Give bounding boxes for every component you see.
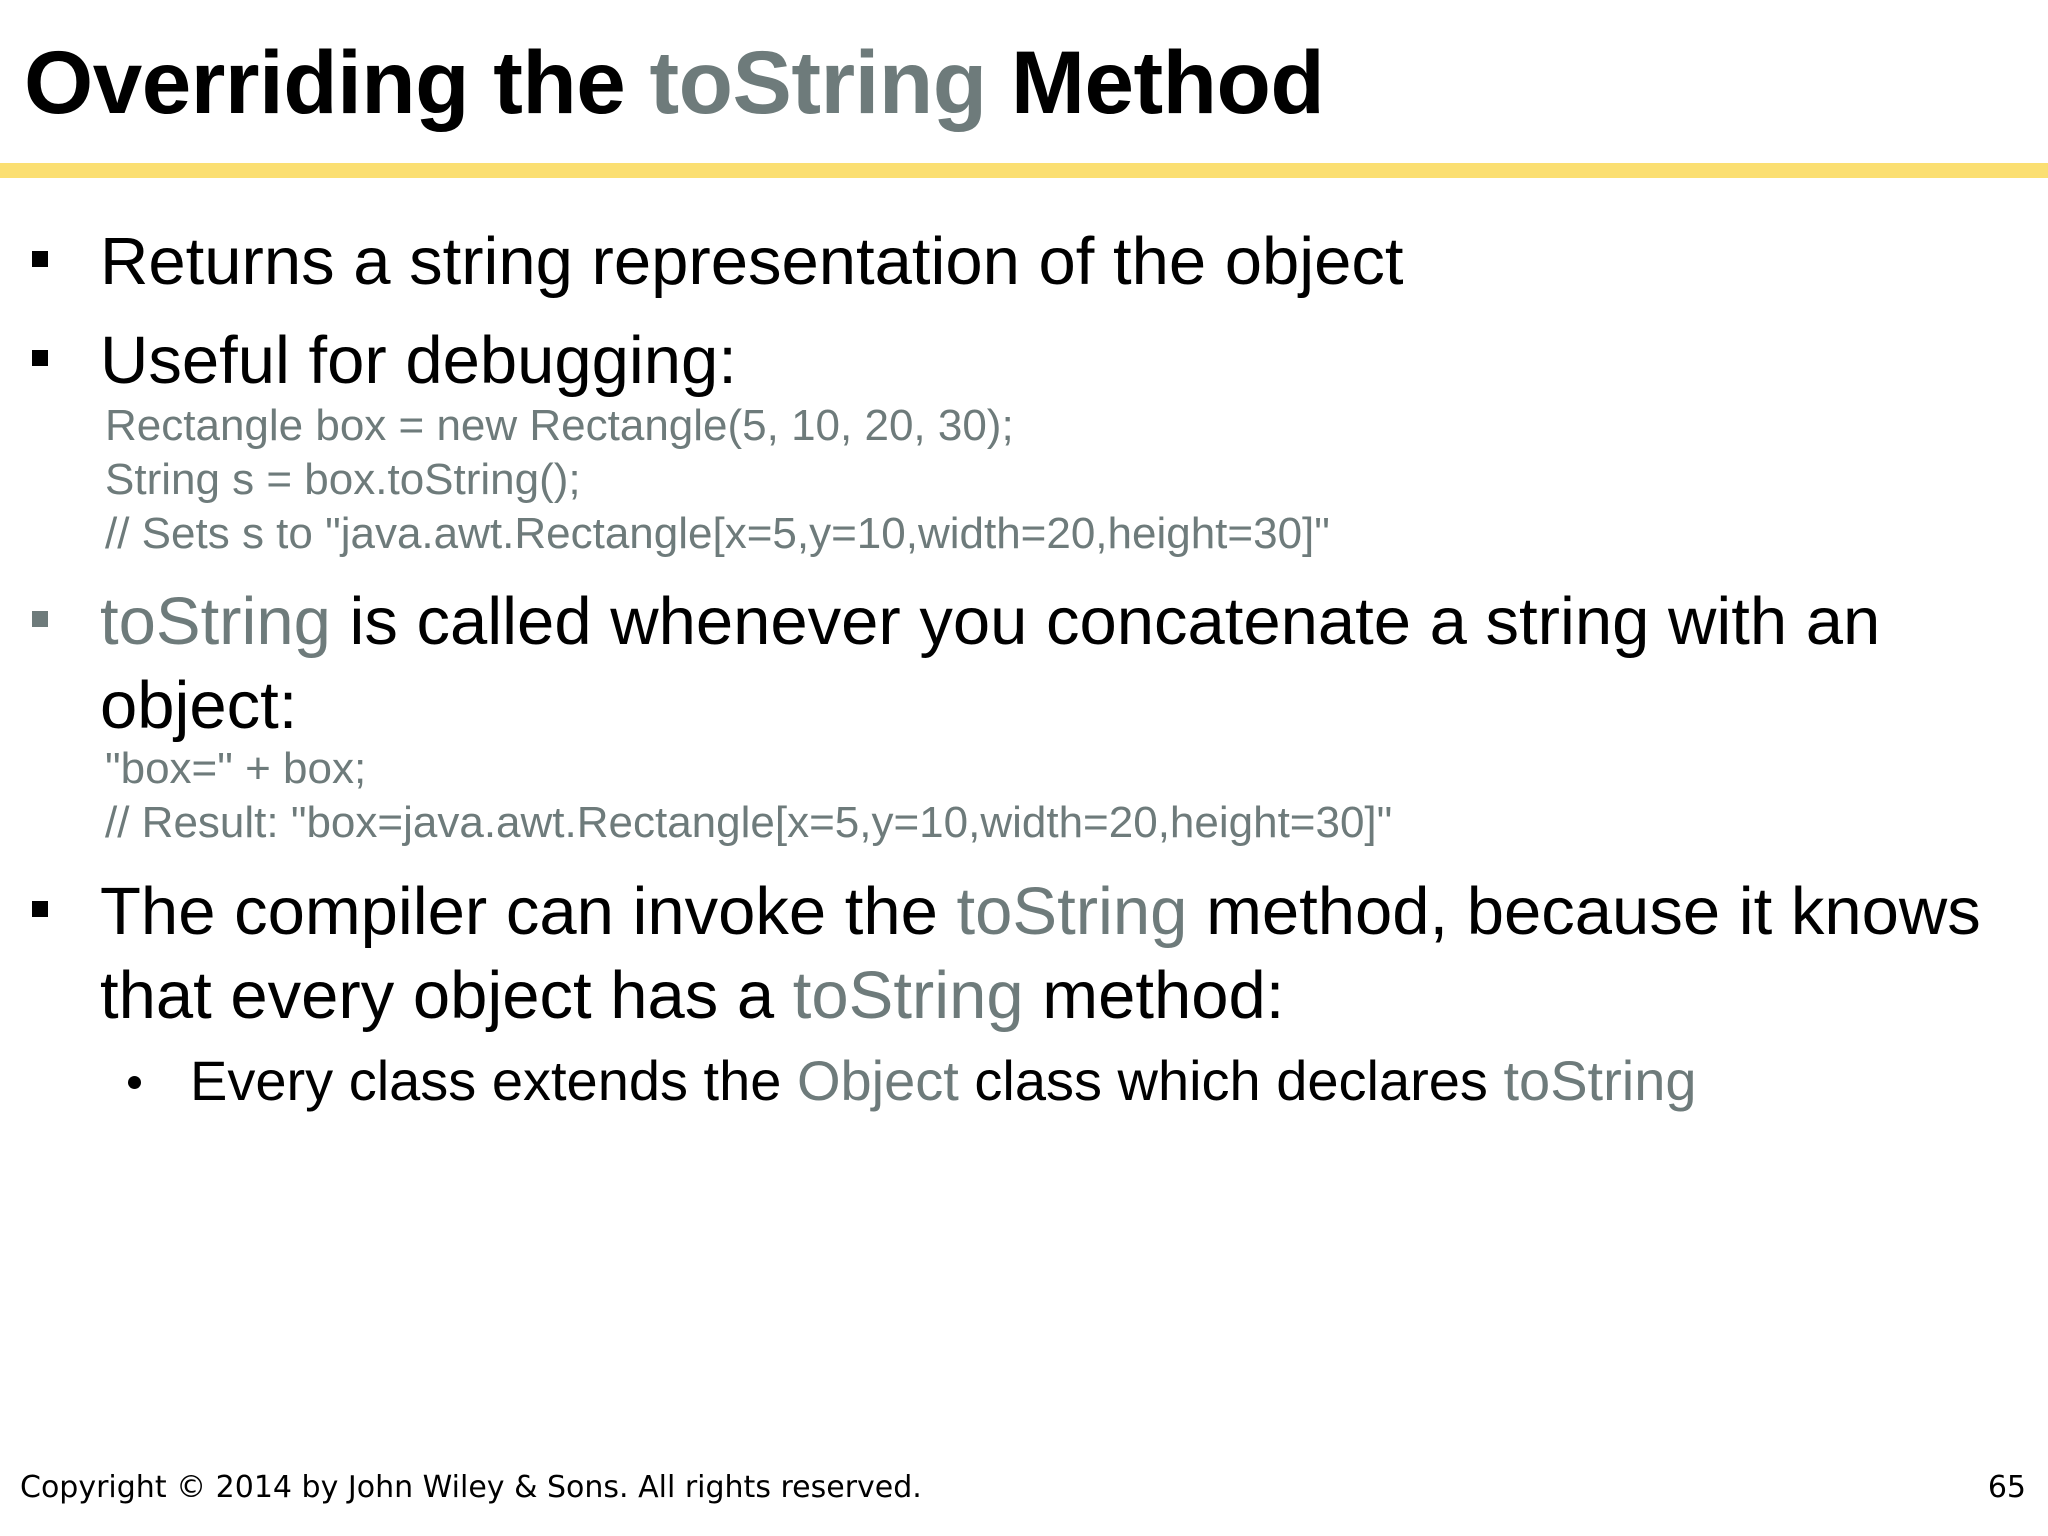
bullet-4-line-2 (100, 954, 2040, 1038)
sub-bullet-b: class which declares (958, 1049, 1504, 1112)
page-number: 65 (1987, 1470, 2026, 1505)
bullet-4-text (100, 870, 2040, 1038)
bullet-3-text (100, 580, 2040, 748)
bullet-4-line-1-b: method, because it knows (1187, 874, 1981, 949)
code-line: "box=" + box; (105, 744, 367, 793)
title-highlight: toString (649, 32, 987, 132)
bullet-4-line-2-b: method: (1023, 958, 1285, 1033)
code-line: // Sets s to "java.awt.Rectangle[x=5,y=10,width=20,height=30]" (105, 509, 1330, 558)
bullet-1-text: Returns a string representation of the object (100, 224, 1404, 299)
title-underline-rule (0, 163, 2048, 178)
bullet-4-line-2-a: that every object has a (100, 958, 793, 1033)
bullet-4-line-1 (100, 870, 2040, 954)
sub-bullet-a: Every class extends the (190, 1049, 797, 1112)
bullet-2-marker-icon (32, 350, 48, 366)
sub-bullet-dot-icon (128, 1076, 141, 1089)
code-line: // Result: "box=java.awt.Rectangle[x=5,y=10,width=20,height=30]" (105, 798, 1393, 847)
slide-title (24, 34, 1324, 132)
bullet-1-marker-icon (32, 251, 48, 267)
bullet-4-line-1-highlight: toString (956, 874, 1188, 949)
title-part-1: Overriding the (24, 32, 650, 132)
bullet-3-line-2: object: (100, 668, 298, 743)
title-part-2: Method (986, 32, 1325, 132)
bullet-3-highlight: toString (100, 584, 331, 659)
code-line: String s = box.toString(); (105, 455, 581, 504)
code-line: Rectangle box = new Rectangle(5, 10, 20, 30); (105, 401, 1014, 450)
bullet-3-line-1 (100, 580, 2040, 664)
footer-copyright: Copyright © 2014 by John Wiley & Sons. All rights reserved. (20, 1470, 922, 1505)
bullet-4-line-2-highlight: toString (792, 958, 1024, 1033)
bullet-3-line-1-rest: is called whenever you concatenate a string with an (330, 584, 1881, 659)
sub-bullet-highlight-tostring: toString (1503, 1049, 1697, 1112)
sub-bullet-text (190, 1046, 1696, 1116)
bullet-2-text: Useful for debugging: (100, 323, 737, 398)
bullet-3-marker-icon (32, 611, 48, 627)
sub-bullet-highlight-object: Object (796, 1049, 959, 1112)
bullet-4-marker-icon (32, 901, 48, 917)
bullet-4-line-1-a: The compiler can invoke the (100, 874, 957, 949)
